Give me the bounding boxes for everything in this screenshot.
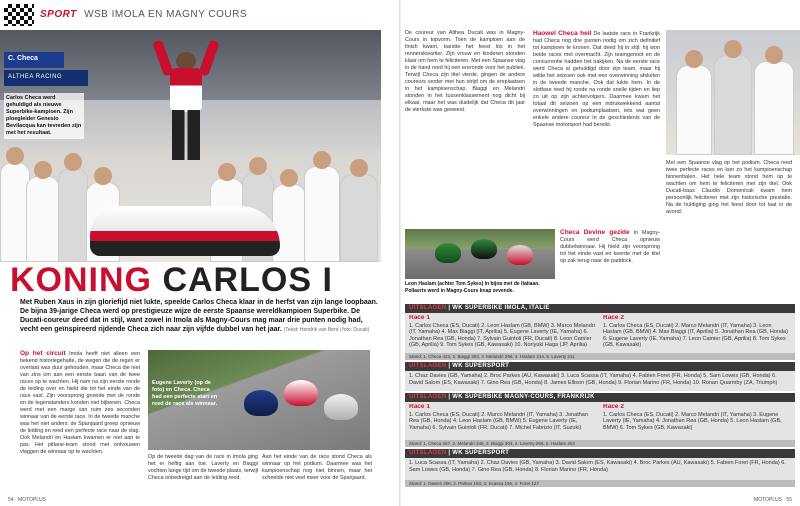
byline: (Tekst: Hendrik van Bent | foto: Ducati)	[283, 327, 370, 333]
section-subtitle: WSB IMOLA EN MAGNY COURS	[84, 9, 248, 20]
body-column-3	[262, 454, 372, 494]
results-block-supersport-2	[405, 458, 795, 480]
podium-person	[676, 65, 712, 155]
race-motorcycle	[435, 243, 461, 263]
podium-person	[714, 55, 752, 155]
results-race-1: Race 1 1. Carlos Checa (ES, Ducati) 2. Marco Melandri (IT, Yamaha) 3. Jonathan Rea (GB, Honda) 4. Leon Haslam (GB, BMW) 5. Eugene Laverty (IE, Yamaha) 6. Sylvain Guintoli (FR, Ducati) 7. Michel Fabrizio (IT, Suzuki)	[409, 404, 588, 431]
celebrating-rider	[158, 40, 214, 160]
headline-accent: KONING	[10, 261, 152, 299]
results-bar-magny: UITSLAGEN | WK SUPERBIKE MAGNY-COURS, FRANKRIJK	[405, 393, 795, 402]
results-panel	[405, 304, 795, 494]
column-text: Op de tweede dag van de race in Imola ging het er heftig aan toe. Laverty en Biaggi vochten lange tijd om de tweede plaats, terwijl Checa onbedreigd aan de leiding reed.	[148, 454, 258, 481]
race-motorcycle	[284, 380, 318, 406]
results-race-1: Race 1 1. Carlos Checa (ES, Ducati) 2. Leon Haslam (GB, BMW) 3. Marco Melandri (IT, Yamaha) 4. Max Biaggi (IT, Aprilia) 5. Eugene Laverty (IE, Yamaha) 6. Jonathan Rea (GB, Honda) 7. Sylvain Guintoli (FR, Ducati) 8. Leon Camier (GB, Aprilia) 9. Tom Sykes (GB, Kawasaki) 10. Noriyuki Haga (JP, Aprilia)	[409, 315, 595, 348]
track-photo	[405, 229, 555, 279]
crowd-person	[26, 176, 60, 262]
results-supersport: 1. Chaz Davies (GB, Yamaha) 2. Broc Parkes (AU, Kawasaki) 3. Luca Scassa (IT, Yamaha) 4. Fabien Foret (FR, Honda) 5. Sam Lowes (GB, Honda) 6. David Salom (ES, Kawasaki) 7. Gino Rea (GB, Honda) 8. James Ellison (GB, Honda) 9. Florian Marino (FR, Honda) 10. Ronan Quarmby (ZA, Triumph)	[409, 373, 778, 386]
team-banner: ALTHEA RACING	[4, 70, 88, 86]
results-block-supersport	[405, 371, 795, 391]
results-race-2: Race 2 1. Carlos Checa (ES, Ducati) 2. Marco Melandri (IT, Yamaha) 3. Eugene Laverty (IE, Yamaha) 4. Jonathan Rea (GB, Honda) 5. Leon Haslam (GB, BMW) 6. Tom Sykes (GB, Kawasaki)	[603, 404, 782, 431]
track-photo-caption: Leon Haslam (achter Tom Sykes) in bijna met de Italiaan. Pollaerts werd in Magny-Cours knap zevende.	[405, 281, 540, 294]
column-text: Met een Spaanse vlag op het podium. Checa reed twee perfecte races en kon zo het kampioenschap binnenhalen. Het hele team stond hem op te wachten om hem te feliciteren met zijn titel. Ook Ducati-baas Claudio Domenicali kwam hem persoonlijk feliciteren met zijn historische prestatie. Na de huldiging ging het feest door tot laat in de avond.	[666, 160, 792, 215]
body-column-6	[560, 229, 660, 301]
article-headline	[10, 262, 333, 298]
column-subhead: Haowel Checa heil	[533, 30, 592, 37]
superbike-motorcycle	[90, 206, 280, 256]
race-motorcycle	[507, 245, 533, 265]
body-column-1	[20, 350, 140, 492]
standings-1: Stand: 1. Checa 423, 2. Biaggi 303, 3. Melandri 298, 4. Haslam 214, 5. Laverty 211	[405, 353, 795, 360]
crowd-person	[58, 168, 88, 262]
body-column-7	[666, 160, 792, 300]
race-photo	[148, 350, 370, 450]
standings-2: Stand: 1. Checa 467, 2. Melandri 345, 3. Biaggi 303, 4. Laverty 266, 5. Haslam 253	[405, 440, 795, 447]
page-number-left: 54 · MOTOPLUS	[8, 497, 46, 503]
podium-person	[754, 61, 794, 155]
results-bar-supersport: UITSLAGEN | WK SUPERSPORT	[405, 362, 795, 371]
standings-3: Stand: 1. Davies 206, 2. Parkes 183, 3. Scassa 166, 4. Foret 127	[405, 480, 795, 487]
results-race-2: Race 2 1. Carlos Checa (ES, Ducati) 2. Marco Melandri (IT, Yamaha) 3. Leon Haslam (GB, BMW) 4. Max Biaggi (IT, Aprilia) 5. Jonathan Rea (GB, Honda) 6. Eugene Laverty (IE, Yamaha) 7. Leon Camier (GB, Aprilia) 8. Tom Sykes (GB, Kawasaki)	[603, 315, 788, 348]
body-column-2	[148, 454, 258, 494]
column-text: Imola heeft niet alleen een bekend historiegehalte, de wegen die de regen er overlaat was duur gehouden, maar Checa die niet van zins om aan een eerste baan van de twee races op te wachten. Hij nam na zijn eerste ronde de leiding over en hield die tot het einde van de race vast. Zijn voorsprong groeide met de ronde en de tegenstanders konden niet bijbenen. Checa werd met een marge van ruim zes seconden winnaar van de eerste race. In de tweede manche was het niet anders: de Spanjaard greep opnieuw de leiding en reed een perfecte race naar de vlag. Ook Melandri en Haslam kwamen er niet aan te pas. Het pitlane-team stond met ontvouwen vlaggen de winnaar op te wachten.	[20, 351, 140, 455]
race-motorcycle	[324, 394, 358, 420]
results-supersport: 1. Luca Scassa (IT, Yamaha) 2. Chaz Davies (GB, Yamaha) 3. David Salom (ES, Kawasaki) 4. Broc Parkes (AU, Kawasaki) 5. Fabien Foret (FR, Honda) 6. Sam Lowes (GB, Honda) 7. Gino Rea (GB, Honda) 8. Florian Marino (FR, Honda)	[409, 460, 786, 473]
results-block-magny	[405, 402, 795, 440]
section-label: SPORT	[40, 9, 77, 20]
page-number-right: MOTOPLUS · 55	[754, 497, 792, 503]
main-photo	[0, 30, 381, 262]
race-motorcycle	[244, 390, 278, 416]
podium-photo	[666, 30, 800, 155]
results-bar-imola: UITSLAGEN | WK SUPERBIKE IMOLA, ITALIË	[405, 304, 795, 313]
section-header	[40, 9, 247, 20]
column-text: De coureur van Althea Ducati was in Magny-Cours in topvorm. Toen de kampioen aan de finish kwam, barstte het feest los in het rennerskwartier. Zijn vrouw en kinderen stonden klaar om hem te feliciteren. Met een Spaanse vlag in de hand reed hij een ereronde voor het publiek. Terwijl Checa zijn titel vierde, gingen de andere coureurs verder met hun strijd om de ereplaatsen in het kampioenschap. Biaggi en Melandri stonden in het tussenklassement nog dicht bij elkaar, maar het was duidelijk dat Checa dit jaar de sterkste was geweest.	[405, 30, 525, 113]
article-lead	[20, 298, 382, 335]
rider-name-sign: C. Checa	[4, 52, 64, 68]
results-bar-supersport-2: UITSLAGEN | WK SUPERSPORT	[405, 449, 795, 458]
column-text: Aan het einde van de race stond Checa als winnaar op het podium. Daarmee was het kampioenschap nog niet binnen, maar het scheelde niet veel meer voor de Spanjaard.	[262, 454, 372, 481]
page-gutter	[399, 0, 401, 506]
headline-rest: CARLOS I	[162, 261, 333, 299]
race-photo-caption: Eugene Laverty (op de foto) en Checa. Checa had een perfecte start en reed de race als winnaar.	[152, 380, 218, 407]
column-subhead: Checa Devine gezide	[560, 229, 630, 236]
body-column-4	[405, 30, 525, 225]
checkered-flag-icon	[4, 4, 34, 26]
main-photo-caption: Carlos Checa werd gehuldigd als nieuwe Superbike-kampioen. Zijn ploegleider Genesio Bevilacqua kan tevreden zijn met het resultaat.	[4, 93, 84, 139]
crowd-person	[340, 174, 378, 262]
body-column-5	[533, 30, 660, 225]
column-subhead: Op het circuit	[20, 350, 66, 357]
column-text: In Magny-Cours werd Checa opnieuw dubbelwinnaar. Hij hield zijn voorsprong tot het einde vast en keerde met de titel op zak terug naar de paddock.	[560, 230, 660, 264]
lead-text: Met Ruben Xaus in zijn gloriefijd niet lukte, speelde Carlos Checa klaar in de herfst van zijn lange loopbaan. De bijna 39-jarige Checa werd op prestigieuze wijze de eerste Spaanse wereldkampioen Superbike. De Ducati-coureur deed dat in stijl, want zowel in Imola als Magny-Cours mag maar drie punten nodig had, vecht een geïnspireerd rijdende Checa zich naar zijn vijfde dubbel van het jaar.	[20, 299, 378, 333]
results-block-imola	[405, 313, 795, 353]
race-motorcycle	[471, 239, 497, 259]
column-text: De laatste race in Frankrijk had Checa nog drie punten nodig om zich definitief tot kampioen te kronen. Dat deed hij in stijl: hij won beide races met overmacht. Zijn teamgenoot en de concurrentie hadden het nakijken. Na de eerste race werd Checa al gehuldigd door zijn team, maar hij wilde het seizoen ook met een overwinning afsluiten in de tweede manche. Ook dat lukte hem. In de slotfase reed hij ronde na ronde snelle tijden en liep zo uit op zijn achtervolgers. Daarmee kwam het totaal dit seizoen op een indrukwekkend aantal overwinningen en podiumplaatsen, iets wat geen enkele andere coureur in de geschiedenis van de Spaanse motorsport had bereikt.	[533, 31, 660, 128]
crowd-person	[304, 166, 340, 262]
